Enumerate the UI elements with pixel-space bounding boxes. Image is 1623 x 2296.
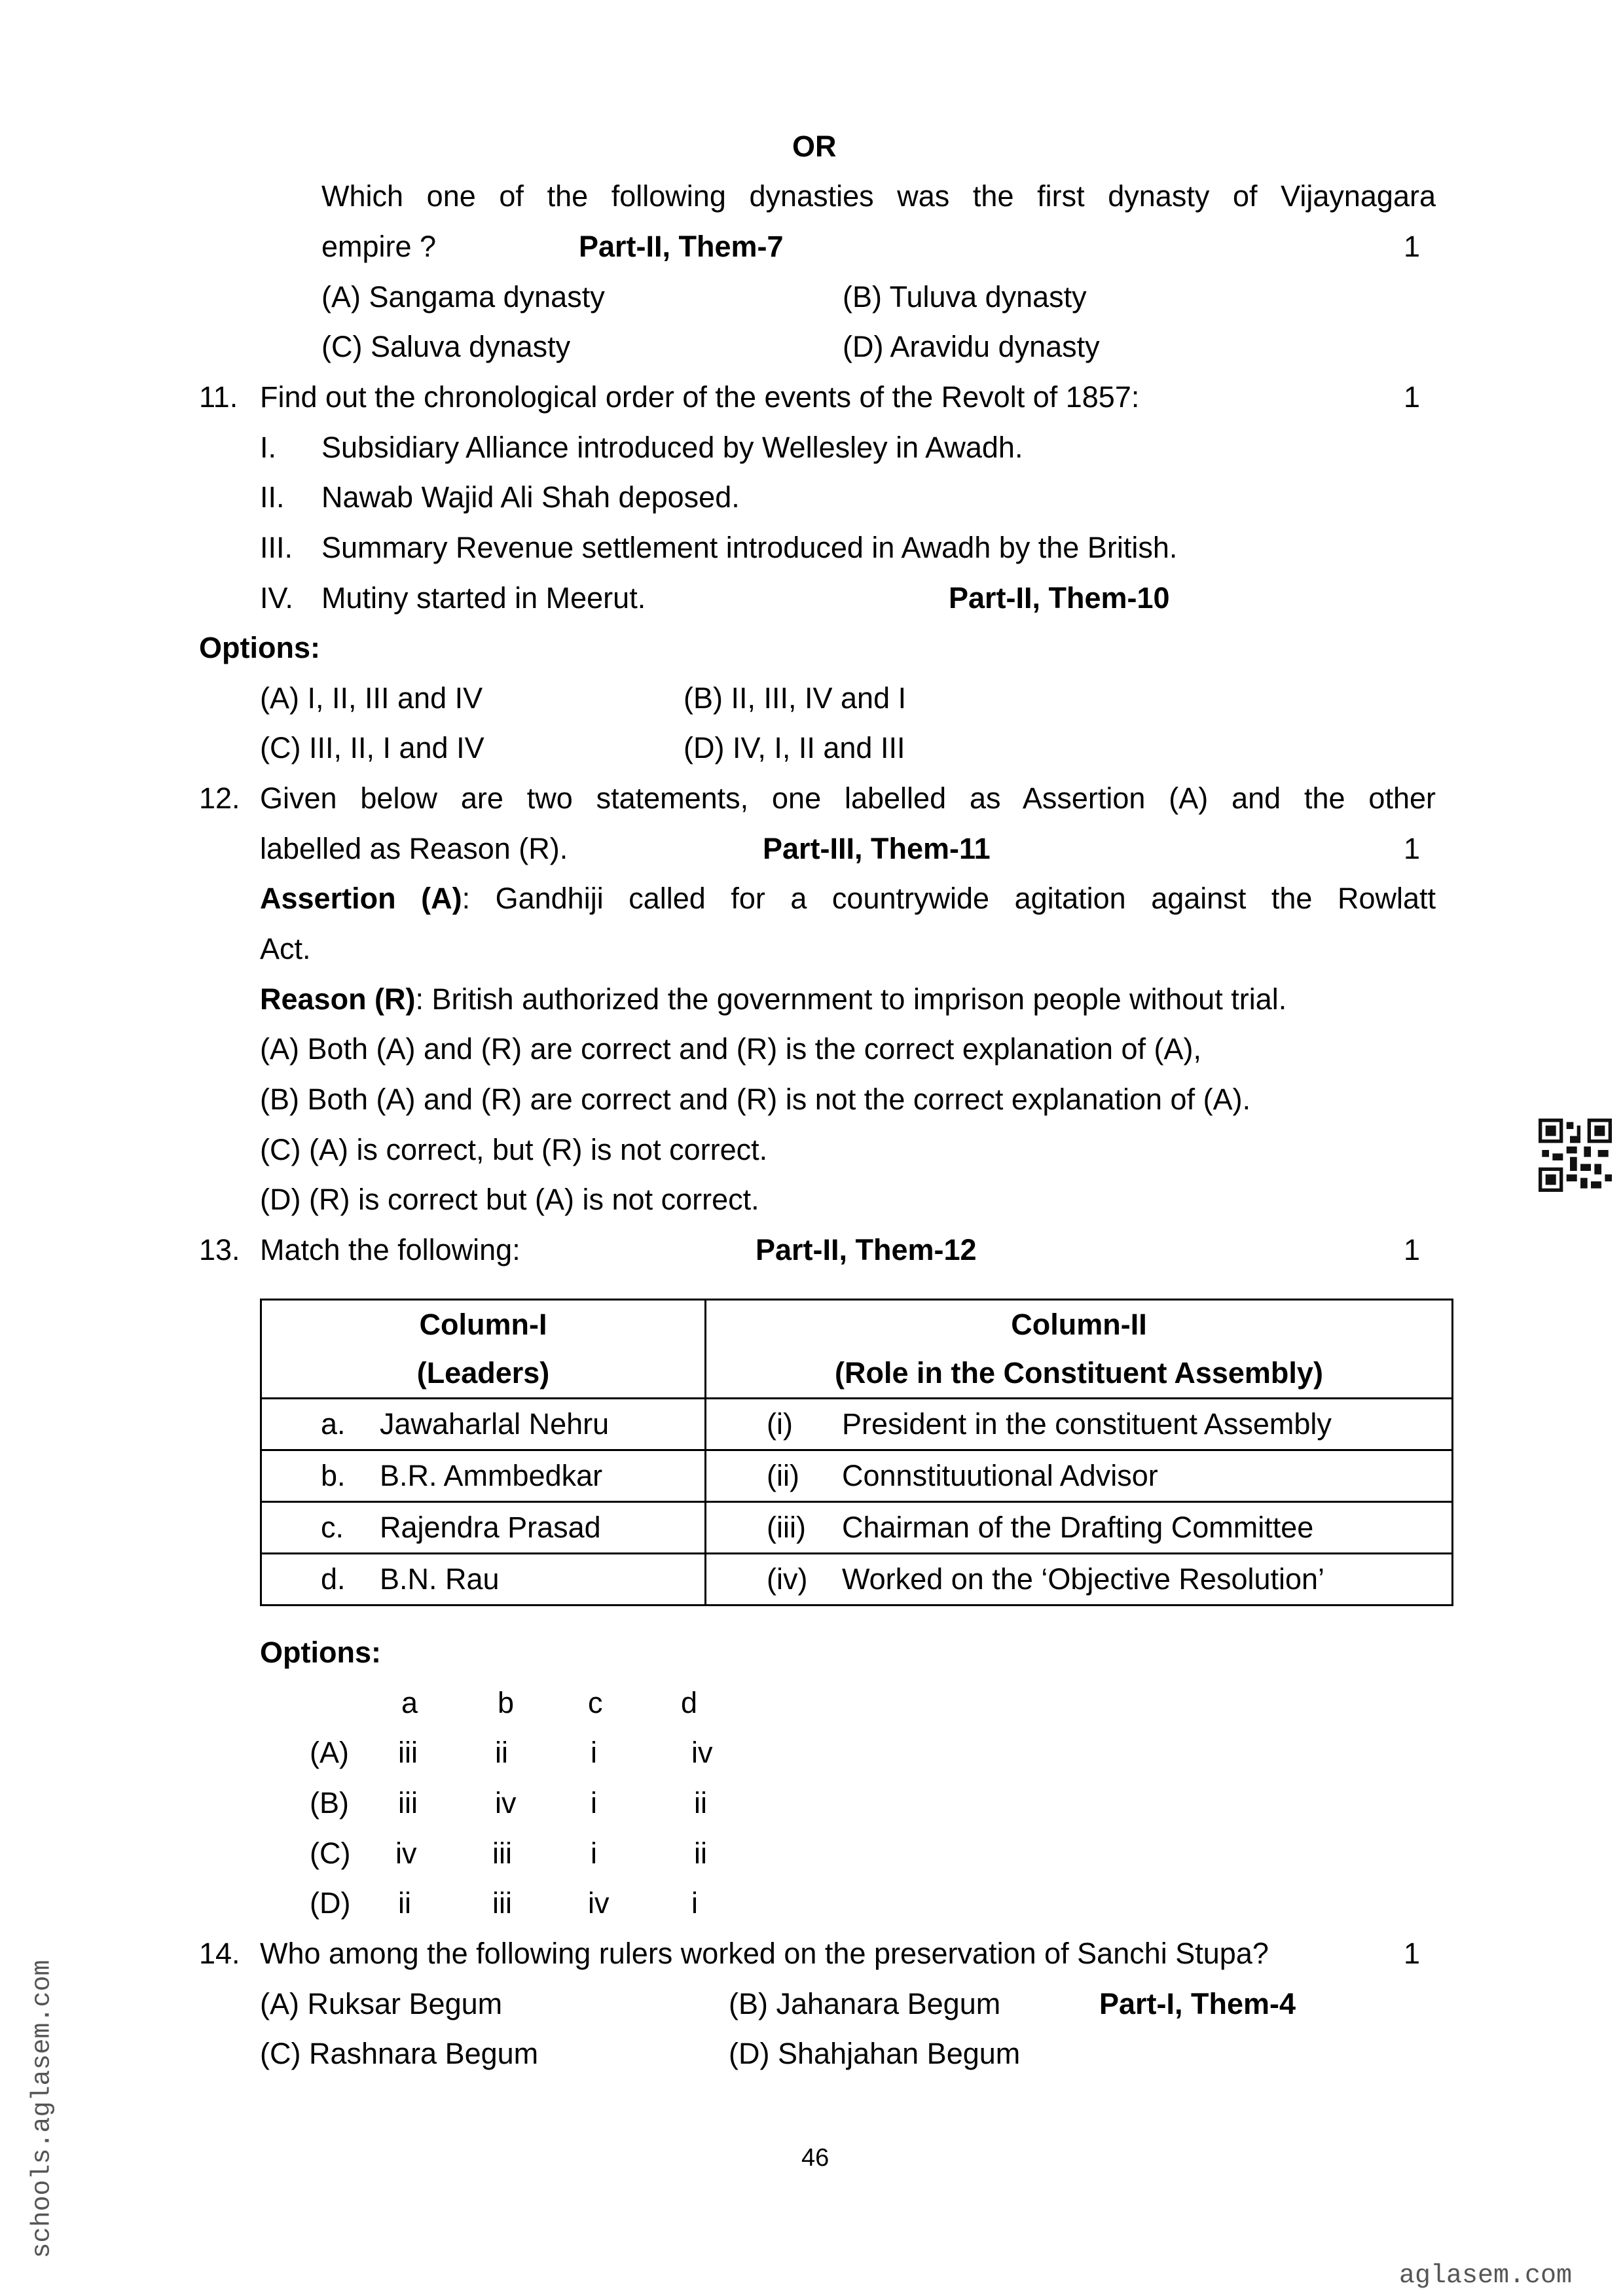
column-2-subtitle: (Role in the Constituent Assembly) xyxy=(835,1356,1323,1390)
q11-option-c: (C) III, II, I and IV xyxy=(260,731,484,764)
leader-cell xyxy=(261,1450,706,1502)
q10-alt-line1: Which one of the following dynasties was the first dynasty of Vijaynagara xyxy=(321,179,1436,213)
option-label: (C) xyxy=(310,1837,351,1870)
q10-alt-marks: 1 xyxy=(1404,230,1421,263)
column-2-title: Column-II xyxy=(1011,1308,1147,1341)
option-value: i xyxy=(591,1736,597,1769)
column-2-header xyxy=(706,1300,1453,1399)
q11-item-num: IV. xyxy=(260,581,293,615)
q12-option-a: (A) Both (A) and (R) are correct and (R) is the correct explanation of (A), xyxy=(260,1032,1202,1066)
option-value: iii xyxy=(492,1837,512,1870)
q11-option-b: (B) II, III, IV and I xyxy=(684,681,907,715)
q11-item-num: I. xyxy=(260,431,277,464)
q12-number: 12. xyxy=(199,781,240,815)
option-value: iv xyxy=(395,1837,417,1870)
q14-text: Who among the following rulers worked on the preservation of Sanchi Stupa? xyxy=(260,1937,1269,1970)
leader-cell xyxy=(261,1399,706,1450)
q11-number: 11. xyxy=(199,380,238,414)
option-value: iv xyxy=(588,1886,610,1920)
option-value: ii xyxy=(398,1886,411,1920)
option-value: iv xyxy=(691,1736,713,1769)
column-1-subtitle: (Leaders) xyxy=(416,1356,550,1390)
q14-option-c: (C) Rashnara Begum xyxy=(260,2037,539,2070)
option-label: (D) xyxy=(310,1886,351,1920)
assertion-text: : Gandhiji called for a countrywide agitation against the Rowlatt xyxy=(462,882,1436,915)
qr-code-icon xyxy=(1538,1119,1613,1192)
assertion-label: Assertion (A) xyxy=(260,882,462,915)
option-value: i xyxy=(591,1837,597,1870)
match-table xyxy=(260,1299,1453,1606)
option-value: iii xyxy=(492,1886,512,1920)
q14-number: 14. xyxy=(199,1937,240,1970)
role-cell xyxy=(706,1399,1453,1450)
q13-ref: Part-II, Them-12 xyxy=(756,1233,977,1266)
row-numeral: (iv) xyxy=(767,1562,808,1596)
table-row xyxy=(261,1399,1453,1450)
q11-item-text: Mutiny started in Meerut. xyxy=(321,581,646,615)
q14-option-b: (B) Jahanara Begum xyxy=(729,1987,1001,2020)
option-label: (A) xyxy=(310,1736,349,1769)
reason-label: Reason (R) xyxy=(260,982,416,1016)
option-value: i xyxy=(691,1886,698,1920)
leader-cell xyxy=(261,1502,706,1554)
q13-options-label: Options: xyxy=(260,1636,381,1669)
leader-cell xyxy=(261,1554,706,1605)
q11-item-text: Nawab Wajid Ali Shah deposed. xyxy=(321,480,740,514)
q12-reason xyxy=(260,974,1286,1024)
q11-item-text: Subsidiary Alliance introduced by Wellesley in Awadh. xyxy=(321,431,1023,464)
row-letter: b. xyxy=(321,1459,346,1492)
q11-options-label: Options: xyxy=(199,631,320,664)
row-letter: c. xyxy=(321,1511,344,1544)
q10-option-b: (B) Tuluva dynasty xyxy=(843,280,1087,314)
leader-name: Jawaharlal Nehru xyxy=(380,1407,610,1441)
page-number: 46 xyxy=(801,2144,830,2172)
leader-name: Rajendra Prasad xyxy=(380,1511,601,1544)
q12-ref: Part-III, Them-11 xyxy=(763,832,991,865)
or-label: OR xyxy=(792,130,837,163)
role-text: Worked on the ‘Objective Resolution’ xyxy=(842,1562,1325,1596)
row-letter: d. xyxy=(321,1562,346,1596)
q14-ref: Part-I, Them-4 xyxy=(1099,1987,1296,2020)
q10-option-d: (D) Aravidu dynasty xyxy=(843,330,1100,363)
role-text: Chairman of the Drafting Committee xyxy=(842,1511,1314,1544)
q12-line2: labelled as Reason (R). xyxy=(260,832,568,865)
q14-option-a: (A) Ruksar Begum xyxy=(260,1987,503,2020)
q12-line1: Given below are two statements, one labelled as Assertion (A) and the other xyxy=(260,781,1436,815)
row-numeral: (i) xyxy=(767,1407,793,1441)
q11-item-text: Summary Revenue settlement introduced in Awadh by the British. xyxy=(321,531,1178,564)
option-header-a: a xyxy=(401,1686,418,1719)
q11-marks: 1 xyxy=(1404,380,1421,414)
side-watermark: schools.aglasem.com xyxy=(27,1960,58,2259)
q11-ref: Part-II, Them-10 xyxy=(949,581,1170,615)
q12-assertion xyxy=(260,873,1436,924)
option-value: ii xyxy=(694,1837,707,1870)
q11-option-a: (A) I, II, III and IV xyxy=(260,681,483,715)
q11-item-num: III. xyxy=(260,531,293,564)
q13-marks: 1 xyxy=(1404,1233,1421,1266)
q11-option-d: (D) IV, I, II and III xyxy=(684,731,905,764)
q12-option-c: (C) (A) is correct, but (R) is not correct. xyxy=(260,1133,768,1166)
q11-text: Find out the chronological order of the events of the Revolt of 1857: xyxy=(260,380,1140,414)
bottom-watermark: aglasem.com xyxy=(1399,2261,1573,2291)
option-label: (B) xyxy=(310,1786,349,1820)
q12-option-b: (B) Both (A) and (R) are correct and (R) is not the correct explanation of (A). xyxy=(260,1083,1251,1116)
role-cell xyxy=(706,1554,1453,1605)
option-value: i xyxy=(591,1786,597,1820)
role-cell xyxy=(706,1450,1453,1502)
option-value: iii xyxy=(398,1736,418,1769)
option-header-c: c xyxy=(588,1686,603,1719)
row-letter: a. xyxy=(321,1407,346,1441)
q14-option-d: (D) Shahjahan Begum xyxy=(729,2037,1021,2070)
row-numeral: (iii) xyxy=(767,1511,806,1544)
column-1-title: Column-I xyxy=(419,1308,547,1341)
reason-text: : British authorized the government to imprison people without trial. xyxy=(415,982,1287,1016)
q13-number: 13. xyxy=(199,1233,240,1266)
q13-text: Match the following: xyxy=(260,1233,520,1266)
option-header-b: b xyxy=(498,1686,515,1719)
role-cell xyxy=(706,1502,1453,1554)
option-value: iv xyxy=(495,1786,517,1820)
q14-marks: 1 xyxy=(1404,1937,1421,1970)
column-1-header xyxy=(261,1300,706,1399)
q12-option-d: (D) (R) is correct but (A) is not correct. xyxy=(260,1183,759,1216)
q12-assertion-line2: Act. xyxy=(260,932,311,965)
table-row xyxy=(261,1450,1453,1502)
q10-alt-ref: Part-II, Them-7 xyxy=(579,230,784,263)
q12-marks: 1 xyxy=(1404,832,1421,865)
option-header-d: d xyxy=(681,1686,698,1719)
role-text: President in the constituent Assembly xyxy=(842,1407,1332,1441)
role-text: Connstituutional Advisor xyxy=(842,1459,1158,1492)
table-row xyxy=(261,1502,1453,1554)
option-value: iii xyxy=(398,1786,418,1820)
q10-option-a: (A) Sangama dynasty xyxy=(321,280,605,314)
table-header-row xyxy=(261,1300,1453,1399)
q11-item-num: II. xyxy=(260,480,285,514)
q10-option-c: (C) Saluva dynasty xyxy=(321,330,571,363)
q10-alt-line2: empire ? xyxy=(321,230,437,263)
option-value: ii xyxy=(694,1786,707,1820)
row-numeral: (ii) xyxy=(767,1459,799,1492)
table-row xyxy=(261,1554,1453,1605)
leader-name: B.N. Rau xyxy=(380,1562,500,1596)
leader-name: B.R. Ammbedkar xyxy=(380,1459,603,1492)
option-value: ii xyxy=(495,1736,508,1769)
